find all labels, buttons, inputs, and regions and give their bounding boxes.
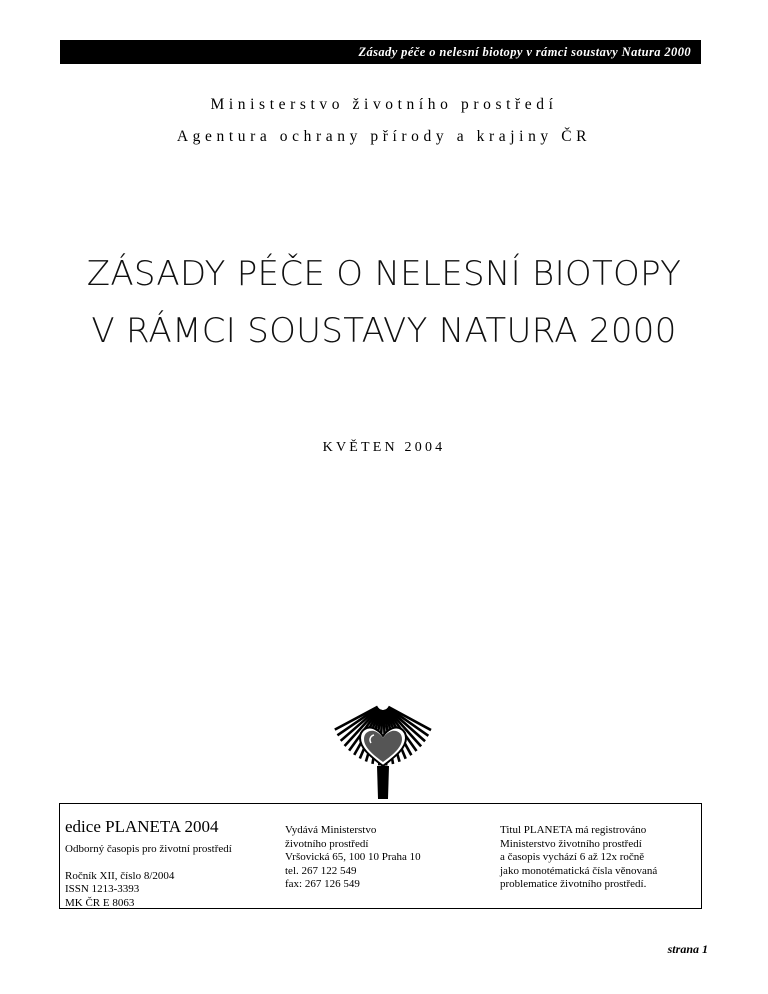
header-banner bbox=[60, 40, 701, 64]
organization-agency: Agentura ochrany přírody a krajiny ČR bbox=[176, 128, 592, 145]
edition-subtitle: Odborný časopis pro životní prostředí bbox=[65, 843, 232, 855]
registration-line: problematice životního prostředí. bbox=[500, 878, 647, 891]
publisher-line: fax: 267 126 549 bbox=[285, 878, 360, 891]
edition-column bbox=[65, 816, 232, 910]
issue-line: MK ČR E 8063 bbox=[65, 896, 135, 909]
document-title-line-2: V RÁMCI SOUSTAVY NATURA 2000 bbox=[91, 311, 677, 351]
registration-line: Ministerstvo životního prostředí bbox=[500, 837, 642, 850]
registration-line: a časopis vychází 6 až 12x ročně bbox=[500, 851, 645, 864]
publication-info-box bbox=[59, 803, 702, 909]
publisher-line: Vydává Ministerstvo bbox=[285, 824, 377, 836]
registration-column bbox=[500, 824, 657, 892]
publisher-line: Vršovická 65, 100 10 Praha 10 bbox=[285, 851, 421, 864]
edition-title: edice PLANETA 2004 bbox=[65, 817, 219, 836]
page-number: strana 1 bbox=[667, 942, 708, 956]
heart-tree-logo-icon bbox=[330, 700, 436, 800]
banner-title: Zásady péče o nelesní biotopy v rámci soustavy Natura 2000 bbox=[358, 45, 691, 59]
publisher-line: životního prostředí bbox=[285, 837, 369, 850]
registration-line: jako monotématická čísla věnovaná bbox=[500, 864, 658, 877]
issue-line: Ročník XII, číslo 8/2004 bbox=[65, 869, 175, 882]
registration-line: Titul PLANETA má registrováno bbox=[500, 824, 647, 836]
document-title-line-1: ZÁSADY PÉČE O NELESNÍ BIOTOPY bbox=[86, 254, 682, 294]
issue-line: ISSN 1213-3393 bbox=[65, 883, 140, 896]
publication-date: KVĚTEN 2004 bbox=[322, 440, 446, 455]
organization-ministry: Ministerstvo životního prostředí bbox=[210, 96, 558, 113]
publisher-line: tel. 267 122 549 bbox=[285, 864, 357, 877]
publisher-column bbox=[285, 824, 421, 892]
tree-trunk bbox=[377, 766, 389, 799]
